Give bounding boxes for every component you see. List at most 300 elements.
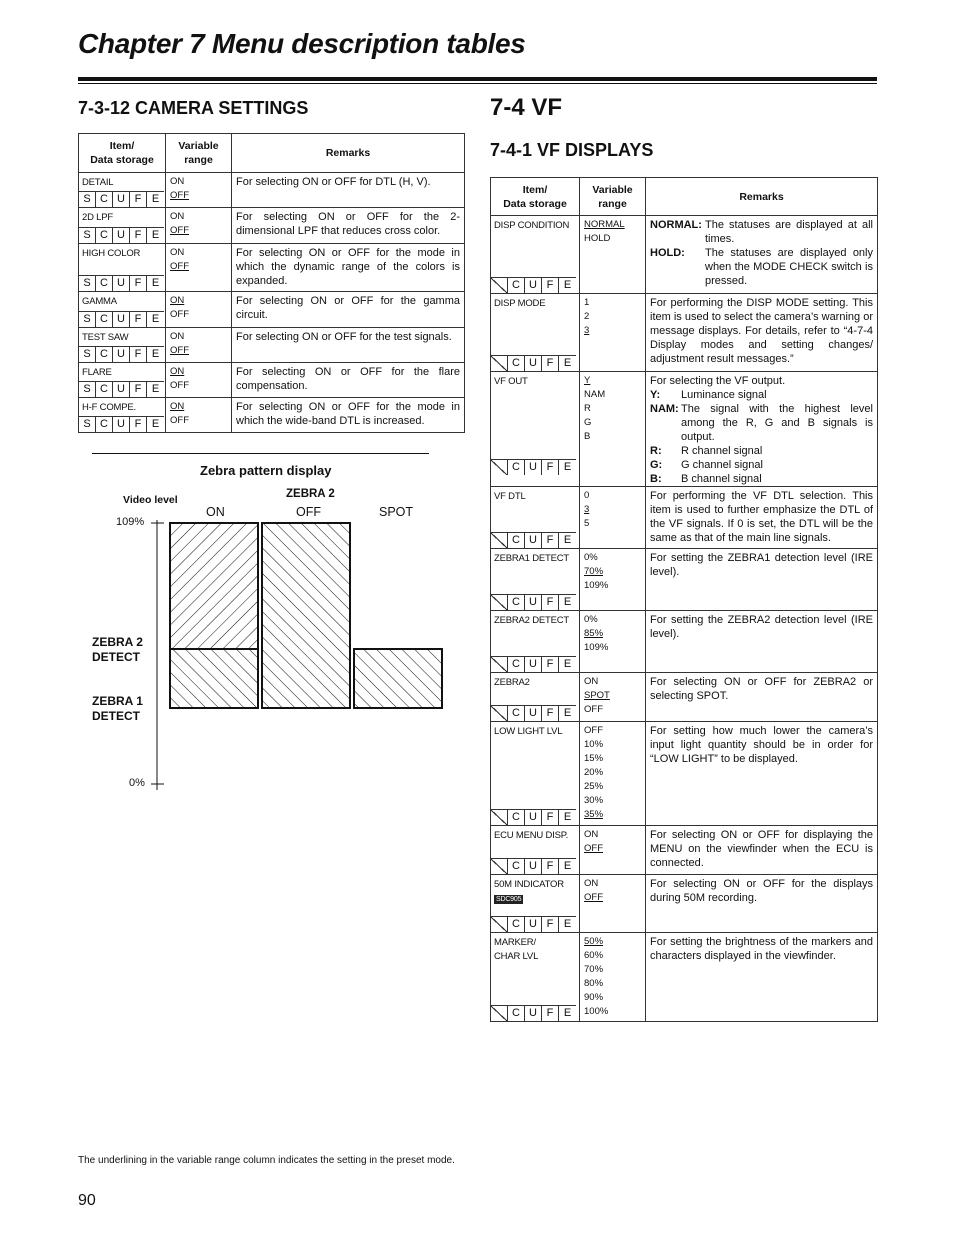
- table-row: [491, 549, 878, 611]
- range-value: 1: [584, 297, 590, 308]
- storage-flag: S: [79, 312, 96, 327]
- item-wrap: [79, 244, 165, 291]
- range-value: 3: [584, 325, 590, 336]
- remarks-key: NORMAL:: [650, 219, 702, 231]
- range-values: [580, 722, 645, 822]
- range-cell: [166, 173, 232, 208]
- remarks-val: G channel signal: [681, 459, 763, 471]
- zebra1-detect-line1: ZEBRA 1: [92, 694, 143, 708]
- storage-flag: E: [151, 383, 160, 395]
- camera-settings-heading: 7-3-12 CAMERA SETTINGS: [78, 98, 309, 118]
- item-cell: [79, 328, 166, 363]
- remarks-val: Luminance signal: [681, 389, 767, 401]
- storage-flag: U: [113, 312, 130, 327]
- range-cell: [166, 244, 232, 292]
- vf-heading: 7-4 VF: [490, 94, 563, 121]
- item-name: [79, 244, 165, 261]
- vf-displays-heading: 7-4-1 VF DISPLAYS: [490, 140, 654, 160]
- flag-slash: [491, 356, 508, 371]
- title-rule-thick: [78, 77, 877, 81]
- item-wrap: [79, 208, 165, 243]
- item-wrap: [491, 216, 579, 293]
- item-wrap: [79, 328, 165, 362]
- range-value: OFF: [170, 261, 189, 272]
- on-upper-hatch: [170, 523, 258, 649]
- remarks-cell: [646, 611, 878, 673]
- storage-flags: [491, 656, 576, 672]
- storage-flag: S: [79, 417, 96, 432]
- range-value: ON: [170, 295, 185, 306]
- range-values: [580, 875, 645, 905]
- range-cell: [166, 208, 232, 244]
- range-values: [166, 173, 231, 203]
- item-name: [491, 372, 579, 389]
- range-value: 0%: [584, 552, 598, 563]
- range-value: ON: [584, 829, 599, 840]
- storage-flag: C: [508, 1006, 525, 1021]
- zebra-title: Zebra pattern display: [200, 463, 332, 478]
- table-row: [79, 363, 465, 398]
- storage-flag: E: [563, 811, 572, 823]
- remarks-text: [232, 208, 464, 238]
- range-values: [580, 673, 645, 717]
- remarks-cell: [646, 722, 878, 826]
- range-value: HOLD: [584, 233, 611, 244]
- item-cell: [491, 294, 580, 372]
- remarks-paragraph: For selecting ON or OFF for the flare compensation.: [236, 366, 460, 392]
- zebra1-detect-label: [92, 694, 143, 724]
- storage-flag: C: [508, 533, 525, 548]
- range-values: [580, 549, 645, 593]
- storage-flag: U: [525, 533, 542, 548]
- table-row: [491, 294, 878, 372]
- range-cell: [580, 372, 646, 487]
- item-wrap: [491, 372, 579, 475]
- remarks-text: [646, 294, 877, 366]
- range-cell: [580, 826, 646, 875]
- storage-flag: E: [563, 860, 572, 872]
- remarks-paragraph: For selecting the VF output.: [650, 375, 786, 387]
- range-value: NORMAL: [584, 219, 625, 230]
- range-value: B: [584, 431, 591, 442]
- storage-flag: F: [542, 1006, 559, 1021]
- storage-flag: F: [542, 657, 559, 672]
- range-value: NAM: [584, 389, 606, 400]
- storage-flag: U: [113, 192, 130, 207]
- remarks-paragraph: For selecting ON or OFF for displaying the MENU on the viewfinder when the ECU is connected.: [650, 829, 873, 869]
- range-values: [166, 244, 231, 274]
- range-value: 100%: [584, 1006, 609, 1017]
- camera-settings-table: [78, 133, 465, 433]
- range-cell: [580, 487, 646, 549]
- remarks-paragraph: For selecting ON or OFF for the test signals.: [236, 331, 452, 343]
- remarks-paragraph: For setting how much lower the camera’s input light quantity should be in order for “LOW LIGHT” to be displayed.: [650, 725, 873, 765]
- header-range: Variable range: [580, 178, 646, 216]
- remarks-text: [232, 363, 464, 393]
- storage-flag: U: [113, 347, 130, 362]
- range-value: OFF: [584, 892, 603, 903]
- range-values: [580, 487, 645, 531]
- item-name: [491, 722, 579, 739]
- remarks-text: [646, 722, 877, 766]
- storage-flag: U: [113, 417, 130, 432]
- remarks-key: HOLD:: [650, 247, 685, 259]
- range-value: 30%: [584, 795, 604, 806]
- item-cell: [491, 826, 580, 875]
- item-wrap: [491, 722, 579, 825]
- item-wrap: [491, 673, 579, 721]
- item-name: [79, 208, 165, 225]
- storage-flags: [79, 381, 164, 397]
- range-value: OFF: [170, 345, 189, 356]
- range-cell: [580, 216, 646, 294]
- remarks-text: [646, 673, 877, 703]
- zebra2-detect-line1: ZEBRA 2: [92, 635, 143, 649]
- storage-flag: E: [151, 193, 160, 205]
- range-cell: [166, 398, 232, 433]
- storage-flag: C: [508, 595, 525, 610]
- storage-flags: [491, 809, 576, 825]
- remarks-text: [646, 549, 877, 579]
- storage-flag: E: [151, 348, 160, 360]
- storage-flag: U: [525, 595, 542, 610]
- item-name-line: 2D LPF: [82, 212, 114, 223]
- remarks-paragraph: For selecting ON or OFF for the gamma circuit.: [236, 295, 460, 321]
- storage-flags: [491, 532, 576, 548]
- remarks-paragraph: For setting the brightness of the markers and characters displayed in the viewfinder.: [650, 936, 873, 962]
- storage-flag: C: [508, 356, 525, 371]
- storage-flag: F: [542, 595, 559, 610]
- storage-flags: [79, 346, 164, 362]
- range-value: 2: [584, 311, 590, 322]
- storage-flag: F: [130, 312, 147, 327]
- remarks-def: [650, 472, 873, 486]
- item-name-line: CHAR LVL: [494, 951, 539, 962]
- storage-flag: C: [96, 347, 113, 362]
- col-spot-label: SPOT: [379, 505, 414, 519]
- storage-flags: [79, 191, 164, 207]
- range-value: OFF: [170, 190, 189, 201]
- range-cell: [580, 722, 646, 826]
- item-cell: [79, 244, 166, 292]
- remarks-cell: [646, 673, 878, 722]
- zebra2-detect-line2: DETECT: [92, 650, 140, 664]
- range-cell: [580, 933, 646, 1022]
- remarks-paragraph: For selecting ON or OFF for ZEBRA2 or selecting SPOT.: [650, 676, 873, 702]
- item-name-line: HIGH COLOR: [82, 248, 141, 259]
- storage-flag: F: [130, 382, 147, 397]
- storage-flag: C: [508, 810, 525, 825]
- vf-displays-table: [490, 177, 878, 1022]
- range-cell: [166, 363, 232, 398]
- item-wrap: [79, 173, 165, 207]
- range-value: 5: [584, 518, 590, 529]
- off-hatch: [262, 523, 350, 708]
- storage-flags: [491, 459, 576, 475]
- item-name: [491, 611, 579, 628]
- remarks-paragraph: For setting the ZEBRA2 detection level (IRE level).: [650, 614, 873, 640]
- remarks-def: [650, 218, 873, 246]
- item-name-line: DETAIL: [82, 177, 114, 188]
- remarks-val: The statuses are displayed only when the MODE CHECK switch is pressed.: [705, 247, 873, 287]
- remarks-text: [646, 933, 877, 963]
- storage-flag: F: [542, 460, 559, 475]
- storage-flag: S: [79, 192, 96, 207]
- chapter-title: Chapter 7 Menu description tables: [78, 28, 526, 59]
- storage-flag: U: [525, 1006, 542, 1021]
- storage-flag: U: [525, 706, 542, 721]
- storage-flag: F: [542, 533, 559, 548]
- storage-flag: C: [96, 276, 113, 291]
- table-row: [491, 826, 878, 875]
- storage-flag: S: [79, 382, 96, 397]
- storage-flag: E: [151, 313, 160, 325]
- range-value: 109%: [584, 580, 609, 591]
- range-cell: [580, 549, 646, 611]
- table-row: [491, 933, 878, 1022]
- remarks-def: [650, 444, 873, 458]
- table-row: [79, 328, 465, 363]
- item-name-line: MARKER/: [494, 937, 536, 948]
- item-wrap: [491, 549, 579, 610]
- remarks-cell: [646, 294, 878, 372]
- storage-flag: E: [563, 279, 572, 291]
- storage-flag: U: [525, 460, 542, 475]
- storage-flags: [491, 705, 576, 721]
- item-name: [491, 826, 579, 843]
- range-values: [580, 372, 645, 444]
- remarks-paragraph: For selecting ON or OFF for the mode in which the dynamic range of the colors is expanded.: [236, 247, 460, 287]
- header-remarks: Remarks: [232, 134, 465, 173]
- storage-flag: S: [79, 276, 96, 291]
- storage-flag: C: [96, 312, 113, 327]
- item-cell: [491, 216, 580, 294]
- y-0-label: 0%: [129, 777, 145, 789]
- remarks-cell: [232, 328, 465, 363]
- remarks-text: [646, 487, 877, 545]
- header-remarks: Remarks: [646, 178, 878, 216]
- remarks-text: [232, 328, 464, 344]
- storage-flag: C: [508, 917, 525, 932]
- table-row: [491, 875, 878, 933]
- storage-flags: [79, 275, 164, 291]
- remarks-cell: [646, 549, 878, 611]
- range-cell: [166, 328, 232, 363]
- flag-slash: [491, 460, 508, 475]
- remarks-def: [650, 402, 873, 444]
- remarks-paragraph: For selecting ON or OFF for the mode in which the wide-band DTL is increased.: [236, 401, 460, 427]
- range-value: ON: [170, 401, 185, 412]
- item-cell: [79, 173, 166, 208]
- item-cell: [491, 549, 580, 611]
- range-value: ON: [170, 247, 185, 258]
- table-row: [491, 372, 878, 487]
- range-value: OFF: [170, 225, 189, 236]
- storage-flags: [491, 916, 576, 932]
- storage-flag: E: [563, 1007, 572, 1019]
- table-row: [491, 722, 878, 826]
- item-name-line: H-F COMPE.: [82, 402, 136, 413]
- storage-flag: F: [130, 347, 147, 362]
- storage-flag: F: [542, 917, 559, 932]
- remarks-cell: [232, 398, 465, 433]
- remarks-cell: [646, 487, 878, 549]
- range-cell: [580, 294, 646, 372]
- table-row: [79, 244, 465, 292]
- item-name-line: ZEBRA2 DETECT: [494, 615, 569, 626]
- flag-slash: [491, 657, 508, 672]
- range-value: 80%: [584, 978, 604, 989]
- item-name-line: VF DTL: [494, 491, 526, 502]
- range-value: 0%: [584, 614, 598, 625]
- remarks-cell: [232, 173, 465, 208]
- range-value: G: [584, 417, 592, 428]
- storage-flag: E: [151, 277, 160, 289]
- remarks-cell: [232, 292, 465, 328]
- remarks-text: [232, 244, 464, 288]
- remarks-key: NAM:: [650, 403, 679, 415]
- remarks-val: B channel signal: [681, 473, 762, 485]
- remarks-cell: [646, 875, 878, 933]
- range-value: 85%: [584, 628, 604, 639]
- storage-flag: F: [130, 417, 147, 432]
- storage-flag: C: [508, 706, 525, 721]
- range-value: 50%: [584, 936, 604, 947]
- remarks-val: The statuses are displayed at all times.: [705, 219, 873, 245]
- item-wrap: [79, 292, 165, 327]
- range-value: 35%: [584, 809, 604, 820]
- storage-flag: E: [151, 229, 160, 241]
- item-wrap: [491, 611, 579, 672]
- table-row: [79, 292, 465, 328]
- storage-flag: F: [542, 278, 559, 293]
- remarks-cell: [232, 363, 465, 398]
- item-name: [79, 398, 165, 415]
- zebra-pattern-diagram: [140, 515, 450, 795]
- storage-flags: [491, 858, 576, 874]
- remarks-paragraph: For selecting ON or OFF for the 2-dimensional LPF that reduces cross color.: [236, 211, 460, 237]
- remarks-text: [646, 875, 877, 905]
- range-value: ON: [584, 676, 599, 687]
- item-cell: [79, 292, 166, 328]
- remarks-def: [650, 388, 873, 402]
- remarks-text: [232, 292, 464, 322]
- remarks-paragraph: For performing the DISP MODE setting. This item is used to select the camera’s warning or message displays. For details, refer to “4-7-4 Display modes and setting changes/ adjustment result messages.”: [650, 297, 873, 365]
- item-cell: [79, 208, 166, 244]
- model-badge: SDC905: [496, 896, 522, 903]
- item-name: [79, 363, 165, 380]
- storage-flag: U: [525, 356, 542, 371]
- item-wrap: [491, 933, 579, 1021]
- storage-flag: C: [508, 460, 525, 475]
- storage-flag: S: [79, 347, 96, 362]
- remarks-key: G:: [650, 459, 663, 471]
- item-name: [491, 549, 579, 566]
- table-row: [79, 208, 465, 244]
- range-cell: [166, 292, 232, 328]
- flag-slash: [491, 917, 508, 932]
- range-value: Y: [584, 375, 591, 386]
- storage-flag: E: [151, 418, 160, 430]
- storage-flags: [79, 416, 164, 432]
- flag-slash: [491, 595, 508, 610]
- zebra2-detect-label: [92, 635, 143, 665]
- item-name-line: DISP CONDITION: [494, 220, 570, 231]
- item-name-line: DISP MODE: [494, 298, 546, 309]
- item-name: [491, 933, 579, 964]
- range-value: 60%: [584, 950, 604, 961]
- storage-flag: U: [525, 859, 542, 874]
- item-cell: [491, 487, 580, 549]
- remarks-val: R channel signal: [681, 445, 763, 457]
- range-value: 90%: [584, 992, 604, 1003]
- item-name-line: 50M INDICATOR: [494, 879, 564, 890]
- item-name-line: LOW LIGHT LVL: [494, 726, 563, 737]
- item-name-line: FLARE: [82, 367, 112, 378]
- storage-flag: F: [130, 276, 147, 291]
- range-value: ON: [170, 331, 185, 342]
- storage-flag: E: [563, 707, 572, 719]
- item-cell: [491, 673, 580, 722]
- range-value: OFF: [170, 309, 189, 320]
- range-value: 109%: [584, 642, 609, 653]
- table-row: [79, 398, 465, 433]
- range-value: ON: [170, 211, 185, 222]
- item-wrap: [79, 363, 165, 397]
- storage-flags: [79, 311, 164, 327]
- range-values: [166, 363, 231, 393]
- remarks-text: [646, 611, 877, 641]
- remarks-key: R:: [650, 445, 662, 457]
- page-number: 90: [78, 1192, 96, 1209]
- remarks-def: [650, 458, 873, 472]
- remarks-text: [232, 398, 464, 428]
- range-values: [166, 398, 231, 428]
- range-value: OFF: [584, 843, 603, 854]
- item-wrap: [491, 826, 579, 874]
- header-range: Variable range: [166, 134, 232, 173]
- y-109-label: 109%: [116, 516, 145, 528]
- zebra2-label: ZEBRA 2: [286, 488, 335, 500]
- range-value: 20%: [584, 767, 604, 778]
- range-value: 70%: [584, 964, 604, 975]
- storage-flag: F: [542, 356, 559, 371]
- storage-flags: [491, 355, 576, 371]
- storage-flag: C: [96, 382, 113, 397]
- item-cell: [491, 722, 580, 826]
- storage-flag: C: [508, 278, 525, 293]
- spot-hatch: [354, 649, 442, 708]
- flag-slash: [491, 278, 508, 293]
- remarks-paragraph: For performing the VF DTL selection. This item is used to further emphasize the DTL of the VF signals. If 0 is set, the DTL will be the same as that of the main line signals.: [650, 490, 873, 544]
- range-value: OFF: [584, 704, 603, 715]
- storage-flags: [491, 1005, 576, 1021]
- item-name: [491, 875, 579, 906]
- item-name: [79, 173, 165, 190]
- item-name-line: TEST SAW: [82, 332, 129, 343]
- range-cell: [580, 673, 646, 722]
- storage-flag: U: [113, 228, 130, 243]
- item-cell: [491, 611, 580, 673]
- item-cell: [79, 363, 166, 398]
- remarks-cell: [232, 244, 465, 292]
- remarks-cell: [646, 372, 878, 487]
- flag-slash: [491, 859, 508, 874]
- item-name: [491, 294, 579, 311]
- range-value: ON: [170, 176, 185, 187]
- table-row: [491, 487, 878, 549]
- item-cell: [79, 398, 166, 433]
